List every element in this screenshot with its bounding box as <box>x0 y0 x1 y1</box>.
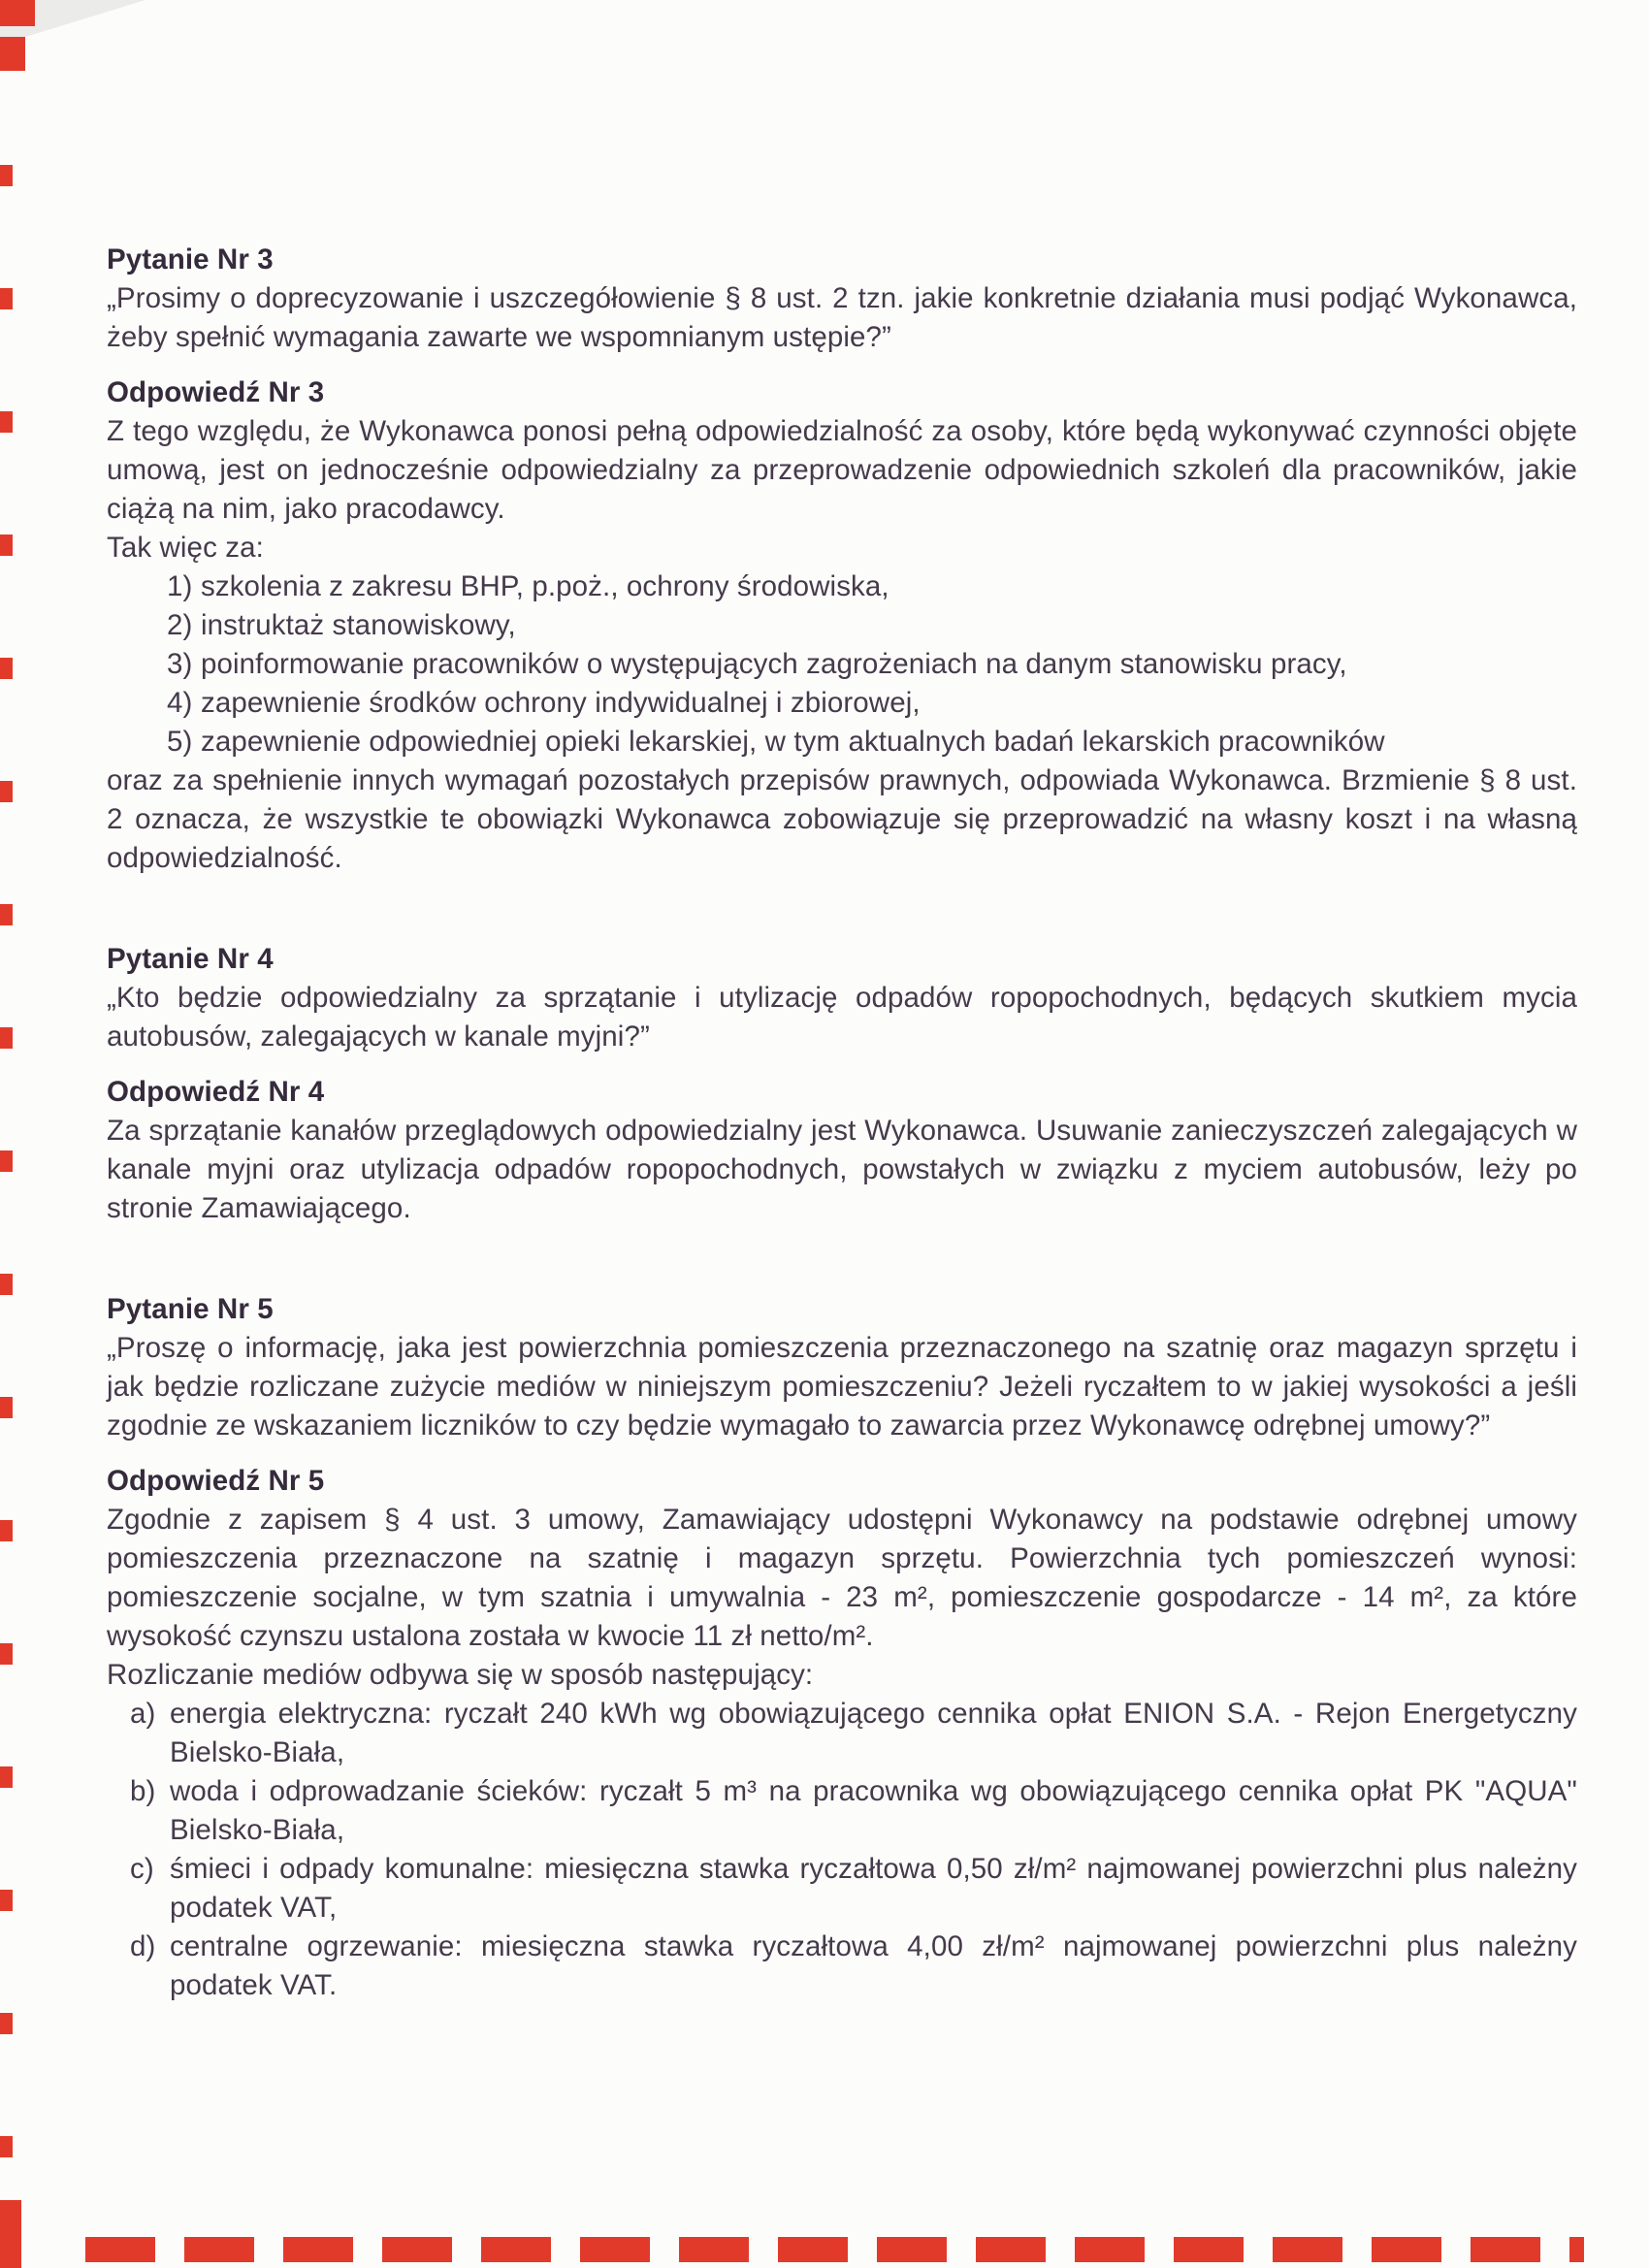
list-marker: d) <box>130 1930 156 1962</box>
list-item <box>107 567 1577 606</box>
scan-edge-mark <box>0 1274 13 1295</box>
paragraph: „Proszę o informację, jaka jest powierzchnia pomieszczenia przeznaczonego na szatnię oraz magazyn sprzętu i jak będzie rozliczane zużycie mediów w niniejszym pomieszczeniu? Jeżeli ryczałtem to w jakiej wysokości a jeśli zgodnie ze wskazaniem liczników to czy będzie wymagało to zawarcia przez Wykonawcę odrębnej umowy?” <box>107 1332 1577 1442</box>
paragraph: „Kto będzie odpowiedzialny za sprzątanie i utylizację odpadów ropopochodnych, będących skutkiem mycia autobusów, zalegających w kanale myjni?” <box>107 982 1577 1053</box>
section-heading: Pytanie Nr 5 <box>107 1293 274 1325</box>
section-heading: Pytanie Nr 3 <box>107 243 274 275</box>
paragraph: Za sprzątanie kanałów przeglądowych odpowiedzialny jest Wykonawca. Usuwanie zanieczyszczeń zalegających w kanale myjni oraz utylizacja odpadów ropopochodnych, powstałych w związku z myciem autobusów, leży po stronie Zamawiającego. <box>107 1115 1577 1224</box>
list-item-text: zapewnienie odpowiedniej opieki lekarskiej, w tym aktualnych badań lekarskich pracowników <box>201 726 1385 758</box>
list-item <box>107 1772 1577 1850</box>
intro-line: Rozliczanie mediów odbywa się w sposób następujący: <box>107 1659 814 1691</box>
section-heading: Odpowiedź Nr 3 <box>107 376 325 408</box>
scan-edge-mark <box>0 2013 13 2034</box>
scan-edge-mark <box>0 1150 13 1172</box>
section-odpowied-nr-4 <box>107 1073 1577 1228</box>
scan-edge-mark <box>0 1397 13 1418</box>
scan-edge-mark <box>0 411 13 433</box>
list-item <box>107 723 1577 761</box>
scan-edge-mark <box>0 1643 13 1665</box>
list-item <box>107 1928 1577 2005</box>
scan-edge-mark <box>0 2200 21 2268</box>
scan-edge-mark <box>0 658 13 679</box>
paragraph: Zgodnie z zapisem § 4 ust. 3 umowy, Zamawiający udostępni Wykonawcy na podstawie odrębnej umowy pomieszczenia przeznaczone na szatnię i magazyn sprzętu. Powierzchnia tych pomieszczeń wynosi: pomieszczenie socjalne, w tym szatnia i umywalnia - 23 m², pomieszczenie gospodarcze - 14 m², za które wysokość czynszu ustalona została w kwocie 11 zł netto/m². <box>107 1504 1577 1652</box>
scan-edge-mark <box>0 37 25 71</box>
lettered-list <box>107 1695 1577 2005</box>
section-odpowied-nr-3 <box>107 373 1577 878</box>
list-marker: a) <box>130 1698 156 1730</box>
list-item <box>107 1850 1577 1928</box>
section-heading: Odpowiedź Nr 5 <box>107 1465 325 1497</box>
list-item <box>107 645 1577 684</box>
scan-edge-mark <box>0 904 13 925</box>
section-pytanie-nr-3 <box>107 241 1577 357</box>
list-item-text: śmieci i odpady komunalne: miesięczna stawka ryczałtowa 0,50 zł/m² najmowanej powierzchni plus należny podatek VAT, <box>170 1853 1577 1924</box>
scan-edge-mark <box>0 1890 13 1911</box>
list-marker: 3) <box>167 648 193 680</box>
section-odpowied-nr-5 <box>107 1462 1577 2005</box>
list-marker: 4) <box>167 687 193 719</box>
list-item-text: woda i odprowadzanie ścieków: ryczałt 5 m³ na pracownika wg obowiązującego cennika opłat PK "AQUA" Bielsko-Biała, <box>170 1775 1577 1846</box>
section-heading: Pytanie Nr 4 <box>107 943 274 975</box>
scan-edge-mark <box>0 535 13 556</box>
scan-bottom-dashed-line <box>85 2237 1584 2262</box>
scan-edge-mark <box>0 781 13 802</box>
numbered-list <box>107 567 1577 761</box>
scan-edge-mark <box>0 1766 13 1788</box>
scan-edge-mark <box>0 2136 13 2157</box>
list-marker: 2) <box>167 609 193 641</box>
list-item-text: instruktaż stanowiskowy, <box>201 609 516 641</box>
paragraph: Z tego względu, że Wykonawca ponosi pełną odpowiedzialność za osoby, które będą wykonywać czynności objęte umową, jest on jednocześnie odpowiedzialny za przeprowadzenie odpowiednich szkoleń dla pracowników, jakie ciążą na nim, jako pracodawcy. <box>107 415 1577 525</box>
list-item-text: szkolenia z zakresu BHP, p.poż., ochrony środowiska, <box>201 570 889 602</box>
paragraph: oraz za spełnienie innych wymagań pozostałych przepisów prawnych, odpowiada Wykonawca. Brzmienie § 8 ust. 2 oznacza, że wszystkie te obowiązki Wykonawca zobowiązuje się przeprowadzić na własny koszt i na własną odpowiedzialność. <box>107 764 1577 874</box>
list-marker: 5) <box>167 726 193 758</box>
scan-edge-mark <box>0 1520 13 1541</box>
list-item-text: zapewnienie środków ochrony indywidualnej i zbiorowej, <box>201 687 921 719</box>
scan-edge-mark <box>0 165 13 186</box>
intro-line: Tak więc za: <box>107 532 264 564</box>
section-pytanie-nr-5 <box>107 1290 1577 1445</box>
list-marker: 1) <box>167 570 193 602</box>
list-item <box>107 1695 1577 1772</box>
list-item <box>107 684 1577 723</box>
scan-edge-mark <box>0 288 13 309</box>
section-pytanie-nr-4 <box>107 940 1577 1056</box>
list-marker: b) <box>130 1775 156 1807</box>
paragraph: „Prosimy o doprecyzowanie i uszczegółowienie § 8 ust. 2 tzn. jakie konkretnie działania musi podjąć Wykonawca, żeby spełnić wymagania zawarte we wspomnianym ustępie?” <box>107 282 1577 353</box>
list-item <box>107 606 1577 645</box>
list-item-text: energia elektryczna: ryczałt 240 kWh wg obowiązującego cennika opłat ENION S.A. - Rejon Energetyczny Bielsko-Biała, <box>170 1698 1577 1768</box>
scan-edge-mark <box>0 0 35 26</box>
scan-edge-mark <box>0 1027 13 1049</box>
list-item-text: centralne ogrzewanie: miesięczna stawka ryczałtowa 4,00 zł/m² najmowanej powierzchni plus należny podatek VAT. <box>170 1930 1577 2001</box>
section-heading: Odpowiedź Nr 4 <box>107 1076 325 1108</box>
list-marker: c) <box>130 1853 154 1885</box>
list-item-text: poinformowanie pracowników o występujących zagrożeniach na danym stanowisku pracy, <box>201 648 1347 680</box>
document-sections <box>107 241 1577 2005</box>
